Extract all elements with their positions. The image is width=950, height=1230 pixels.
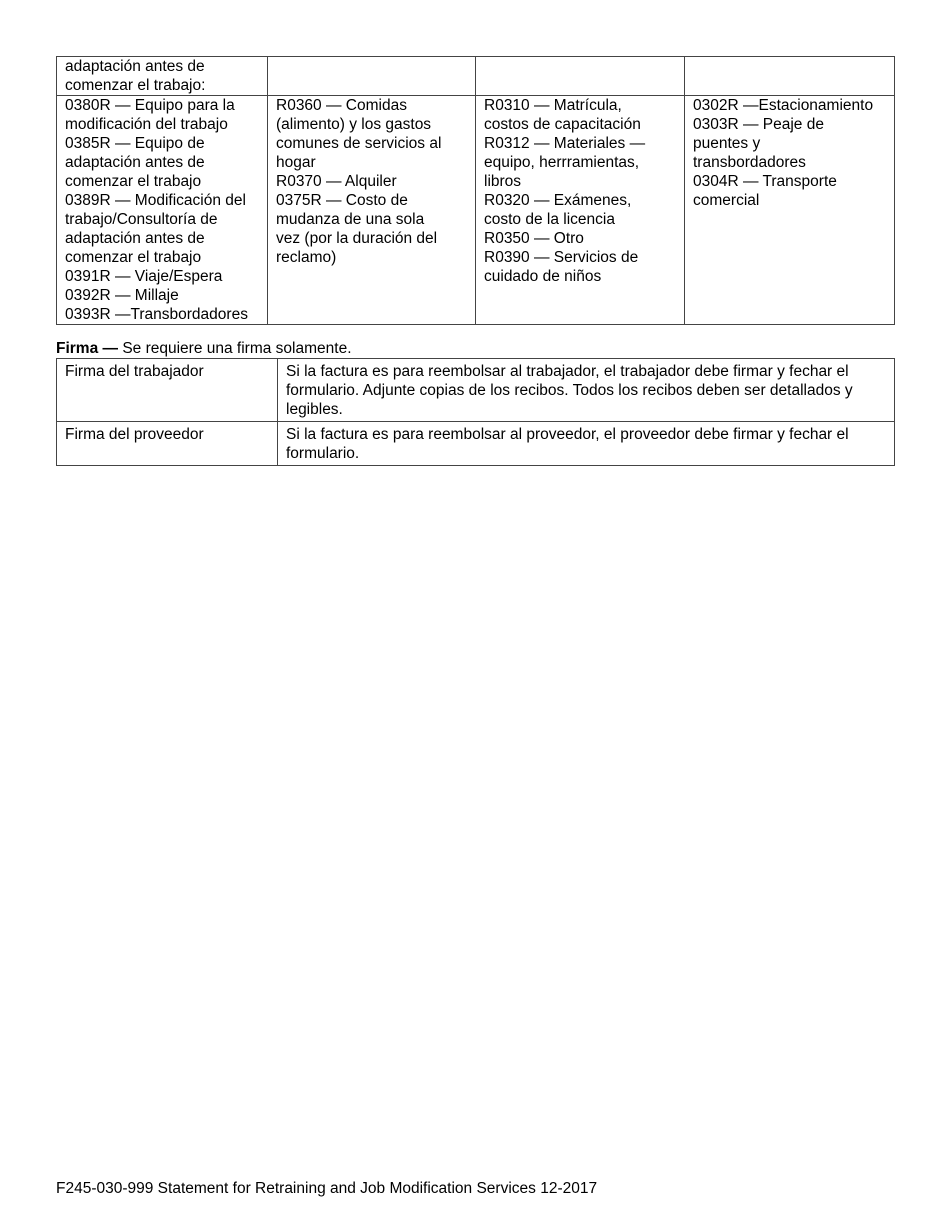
table-row (57, 422, 895, 466)
worker-signature-text: Si la factura es para reembolsar al trabajador, el trabajador debe firmar y fechar el formulario. Adjunte copias de los recibos. Todos los recibos deben ser detallados y legibles. (278, 359, 895, 422)
table-row (57, 57, 895, 96)
provider-signature-label: Firma del proveedor (57, 422, 278, 466)
signature-title-bold: Firma — (56, 340, 119, 357)
table-cell (685, 57, 895, 96)
table-cell (268, 57, 476, 96)
form-footer: F245-030-999 Statement for Retraining and Job Modification Services 12-2017 (56, 1180, 598, 1197)
signature-section-title (56, 339, 352, 358)
table-row (57, 359, 895, 422)
worker-signature-label: Firma del trabajador (57, 359, 278, 422)
table-cell: adaptación antes de comenzar el trabajo: (57, 57, 268, 96)
parking-transport-codes: 0302R —Estacionamiento 0303R — Peaje de puentes y transbordadores 0304R — Transporte comercial (685, 96, 895, 325)
provider-signature-text: Si la factura es para reembolsar al proveedor, el proveedor debe firmar y fechar el formulario. (278, 422, 895, 466)
table-cell (476, 57, 685, 96)
meals-rent-codes: R0360 — Comidas (alimento) y los gastos comunes de servicios al hogar R0370 — Alquiler 0375R — Costo de mudanza de una sola vez (por la duración del reclamo) (268, 96, 476, 325)
tuition-materials-codes: R0310 — Matrícula, costos de capacitación R0312 — Materiales — equipo, herrramientas, libros R0320 — Exámenes, costo de la licencia R0350 — Otro R0390 — Servicios de cuidado de niños (476, 96, 685, 325)
table-row (57, 96, 895, 325)
signature-table (56, 358, 895, 466)
equipment-travel-codes: 0380R — Equipo para la modificación del trabajo 0385R — Equipo de adaptación antes de comenzar el trabajo 0389R — Modificación del trabajo/Consultoría de adaptación antes de comenzar el trabajo 0391R — Viaje/Espera 0392R — Millaje 0393R —Transbordadores (57, 96, 268, 325)
billing-codes-table (56, 56, 895, 325)
signature-title-text: Se requiere una firma solamente. (118, 340, 352, 357)
